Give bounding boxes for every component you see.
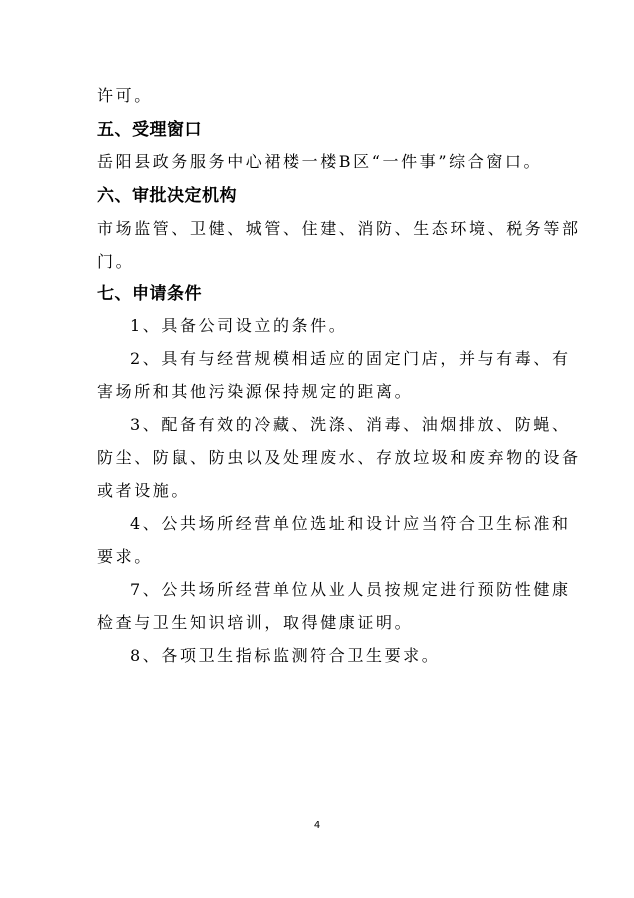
condition-item-2-cont: 害场所和其他污染源保持规定的距离。 [97, 382, 414, 401]
text-line-permit: 许可。 [97, 86, 153, 105]
condition-item-3-cont2: 或者设施。 [97, 481, 191, 500]
text-line-departments: 市场监管、卫健、城管、住建、消防、生态环境、税务等部 [97, 219, 581, 238]
condition-item-7: 7、公共场所经营单位从业人员按规定进行预防性健康 [130, 580, 571, 599]
page-number: 4 [313, 820, 321, 831]
section-heading-window: 五、受理窗口 [97, 120, 202, 140]
condition-item-2: 2、具有与经营规模相适应的固定门店，并与有毒、有 [130, 349, 571, 368]
condition-item-8: 8、各项卫生指标监测符合卫生要求。 [130, 646, 441, 665]
condition-item-3: 3、配备有效的冷藏、洗涤、消毒、油烟排放、防蝇、 [130, 415, 571, 434]
text-line-window-address: 岳阳县政务服务中心裙楼一楼B区“一件事”综合窗口。 [97, 152, 543, 171]
condition-item-3-cont: 防尘、防鼠、防虫以及处理废水、存放垃圾和废弃物的设备 [97, 448, 581, 467]
condition-item-4-cont: 要求。 [97, 547, 153, 566]
condition-item-4: 4、公共场所经营单位选址和设计应当符合卫生标准和 [130, 514, 571, 533]
condition-item-1: 1、具备公司设立的条件。 [130, 316, 348, 335]
section-heading-authority: 六、审批决定机构 [97, 186, 237, 206]
text-line-departments-cont: 门。 [97, 252, 135, 271]
section-heading-conditions: 七、申请条件 [97, 284, 202, 304]
condition-item-7-cont: 检查与卫生知识培训，取得健康证明。 [97, 613, 414, 632]
